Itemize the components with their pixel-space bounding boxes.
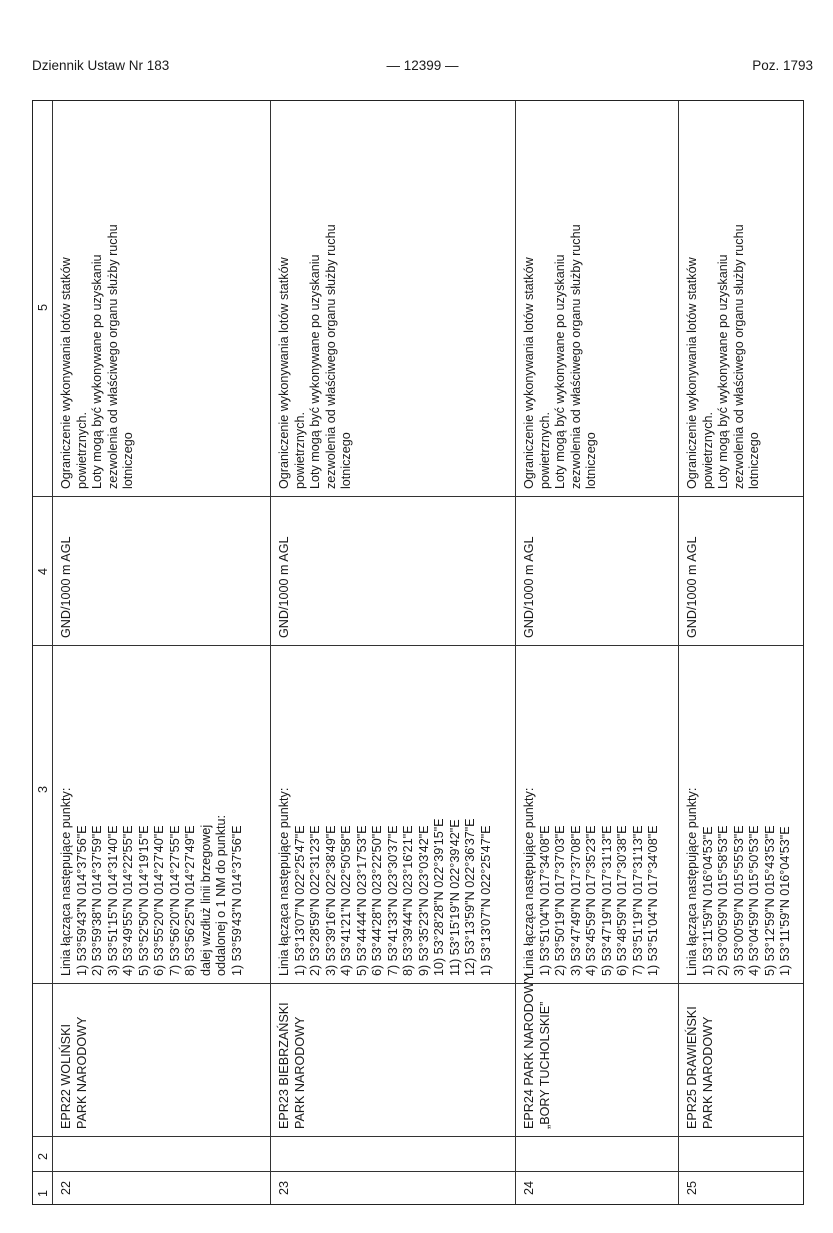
boundary-points-line: 5) 53°12'59"N 015°43'53"E [762,825,777,976]
remarks-line: lotniczego [747,432,761,489]
remarks-line: powietrznych. [700,412,715,489]
boundary-points-line: 10) 53°28'28"N 022°39'15"E [432,818,446,976]
vertical-limits [685,537,701,639]
vertical-limits [277,537,293,639]
boundary-points-line: 8) 53°39'44"N 023°16'21"E [401,825,415,976]
column-divider [33,496,803,497]
remarks [522,224,600,489]
remarks-line: powietrznych. [292,412,307,489]
boundary-points-line: 4) 53°49'55"N 014°22'55"E [121,825,135,976]
boundary-points-line: 7) 53°56'20"N 014°27'55"E [167,825,182,976]
remarks-line: Loty mogą być wykonywane po uzyskaniu [90,254,104,489]
column-divider [33,1136,803,1137]
row-divider [270,101,271,1204]
boundary-points-line: 1) 53°13'07"N 022°25'47"E [292,825,307,976]
remarks-line: Loty mogą być wykonywane po uzyskaniu [553,254,567,489]
header-row-divider [52,101,53,1204]
area-name-line: EPR24 PARK NARODOWY [522,973,536,1129]
boundary-points-line: Linia łącząca następujące punkty: [685,787,699,976]
row-divider [678,101,679,1204]
boundary-points-line: 8) 53°56'25"N 014°27'49"E [183,825,197,976]
row-number-line: 23 [277,1180,291,1195]
area-name [59,1017,90,1129]
area-name-line: PARK NARODOWY [700,1016,715,1129]
restricted-areas-table [32,100,804,1205]
remarks [685,224,763,489]
boundary-points [685,788,794,976]
remarks-line: zezwolenia od właściwego organu służby ruchu [105,224,120,489]
vertical-limits-line: GND/1000 m AGL [59,536,73,638]
boundary-points-line: 1) 53°59'43"N 014°37'56"E [229,825,244,976]
boundary-points-line: 5) 53°47'19"N 017°31'13"E [599,825,614,976]
row-number-line: 24 [522,1180,536,1195]
remarks-line: powietrznych. [74,412,89,489]
column-number-2: 2 [36,1152,50,1160]
remarks [59,224,137,489]
area-name [685,1006,716,1129]
column-number-1: 1 [36,1189,50,1197]
remarks-line: Ograniczenie wykonywania lotów statków [277,257,291,489]
boundary-points-line: 1) 53°51'04"N 017°34'08"E [537,825,552,976]
boundary-points-line: 2) 53°50'19"N 017°37'03"E [553,825,567,976]
boundary-points-line: 11) 53°15'19"N 022°39'42"E [447,819,462,976]
area-name-line: PARK NARODOWY [292,1016,307,1129]
boundary-points-line: 9) 53°35'23"N 023°03'42"E [416,825,431,976]
position-number: Poz. 1793 [752,58,813,73]
boundary-points-line: 1) 53°13'07"N 022°25'47"E [478,825,493,976]
boundary-points [277,788,494,976]
remarks-line: zezwolenia od właściwego organu służby ruchu [323,224,338,489]
area-name-line: EPR22 WOLIŃSKI [59,1024,73,1129]
boundary-points-line: 4) 53°45'59"N 017°35'23"E [584,825,598,976]
boundary-points-line: 6) 53°44'28"N 023°22'50"E [370,825,384,976]
boundary-points-line: 5) 53°44'44"N 023°17'53"E [354,825,369,976]
vertical-limits-line: GND/1000 m AGL [277,536,291,638]
boundary-points-line: 12) 53°13'59"N 022°36'37"E [463,818,477,976]
area-name-line: „BORY TUCHOLSKIE” [537,1001,552,1129]
boundary-points-line: 6) 53°48'59"N 017°30'38"E [615,825,629,976]
vertical-limits [59,537,75,639]
boundary-points-line: 2) 53°28'59"N 022°31'23"E [308,825,322,976]
boundary-points-line: oddalonej o 1 NM do punktu: [214,814,228,976]
column-divider [33,983,803,984]
boundary-points-line: 4) 53°41'21"N 022°50'58"E [339,825,353,976]
vertical-limits-line: GND/1000 m AGL [685,536,699,638]
row-number [685,1181,701,1195]
boundary-points-line: 3) 53°47'49"N 017°37'08"E [568,825,583,976]
row-number [59,1181,75,1195]
boundary-points-line: Linia łącząca następujące punkty: [277,787,291,976]
boundary-points-line: 3) 53°00'59"N 015°55'53"E [731,825,746,976]
row-number [277,1181,293,1195]
boundary-points-line: 3) 53°51'15"N 014°31'40"E [105,825,120,976]
area-name-line: EPR23 BIEBRZAŃSKI [277,1002,291,1129]
boundary-points-line: 7) 53°51'19"N 017°31'13"E [630,825,645,976]
vertical-limits [522,537,538,639]
remarks-line: Ograniczenie wykonywania lotów statków [59,257,73,489]
journal-title: Dziennik Ustaw Nr 183 [32,58,170,73]
remarks-line: zezwolenia od właściwego organu służby ruchu [731,224,746,489]
row-number [522,1181,538,1195]
column-number-5: 5 [36,303,50,311]
page-number: — 12399 — [386,58,459,73]
boundary-points-line: 3) 53°39'16"N 022°38'49"E [323,825,338,976]
boundary-points-line: 1) 53°59'43"N 014°37'56"E [74,825,89,976]
column-divider [33,645,803,646]
boundary-points-line: 7) 53°41'33"N 023°30'37"E [385,825,400,976]
boundary-points-line: 1) 53°51'04"N 017°34'08"E [646,825,660,976]
remarks-line: Loty mogą być wykonywane po uzyskaniu [716,254,730,489]
boundary-points-line: Linia łącząca następujące punkty: [522,787,536,976]
remarks-line: Loty mogą być wykonywane po uzyskaniu [308,254,322,489]
boundary-points-line: Linia łącząca następujące punkty: [59,787,73,976]
remarks-line: lotniczego [584,432,598,489]
boundary-points-line: 2) 53°59'38"N 014°37'59"E [90,825,104,976]
column-divider [33,1171,803,1172]
boundary-points-line: 1) 53°11'59"N 016°04'53"E [778,826,792,976]
boundary-points-line: 6) 53°55'20"N 014°27'40"E [152,825,166,976]
boundary-points [522,788,662,976]
remarks-line: Ograniczenie wykonywania lotów statków [685,257,699,489]
remarks-line: Ograniczenie wykonywania lotów statków [522,257,536,489]
remarks-line: lotniczego [121,432,135,489]
row-number-line: 25 [685,1180,699,1195]
page-header [32,58,813,78]
boundary-points-line: 5) 53°52'50"N 014°19'15"E [136,825,151,976]
row-divider [515,101,516,1204]
column-number-3: 3 [36,785,50,793]
area-name [277,1002,308,1129]
remarks-line: powietrznych. [537,412,552,489]
remarks [277,224,355,489]
area-name [522,973,553,1129]
row-number-line: 22 [59,1180,73,1195]
area-name-line: PARK NARODOWY [74,1016,89,1129]
column-number-4: 4 [36,567,50,575]
vertical-limits-line: GND/1000 m AGL [522,536,536,638]
remarks-line: zezwolenia od właściwego organu służby ruchu [568,224,583,489]
boundary-points-line: 2) 53°00'59"N 015°58'53"E [716,825,730,976]
boundary-points-line: 1) 53°11'59"N 016°04'53"E [700,826,715,976]
boundary-points [59,788,245,976]
boundary-points-line: 4) 53°04'59"N 015°50'53"E [747,825,761,976]
area-name-line: EPR25 DRAWIEŃSKI [685,1006,699,1129]
remarks-line: lotniczego [339,432,353,489]
boundary-points-line: dalej wzdłuż linii brzegowej [198,824,213,976]
